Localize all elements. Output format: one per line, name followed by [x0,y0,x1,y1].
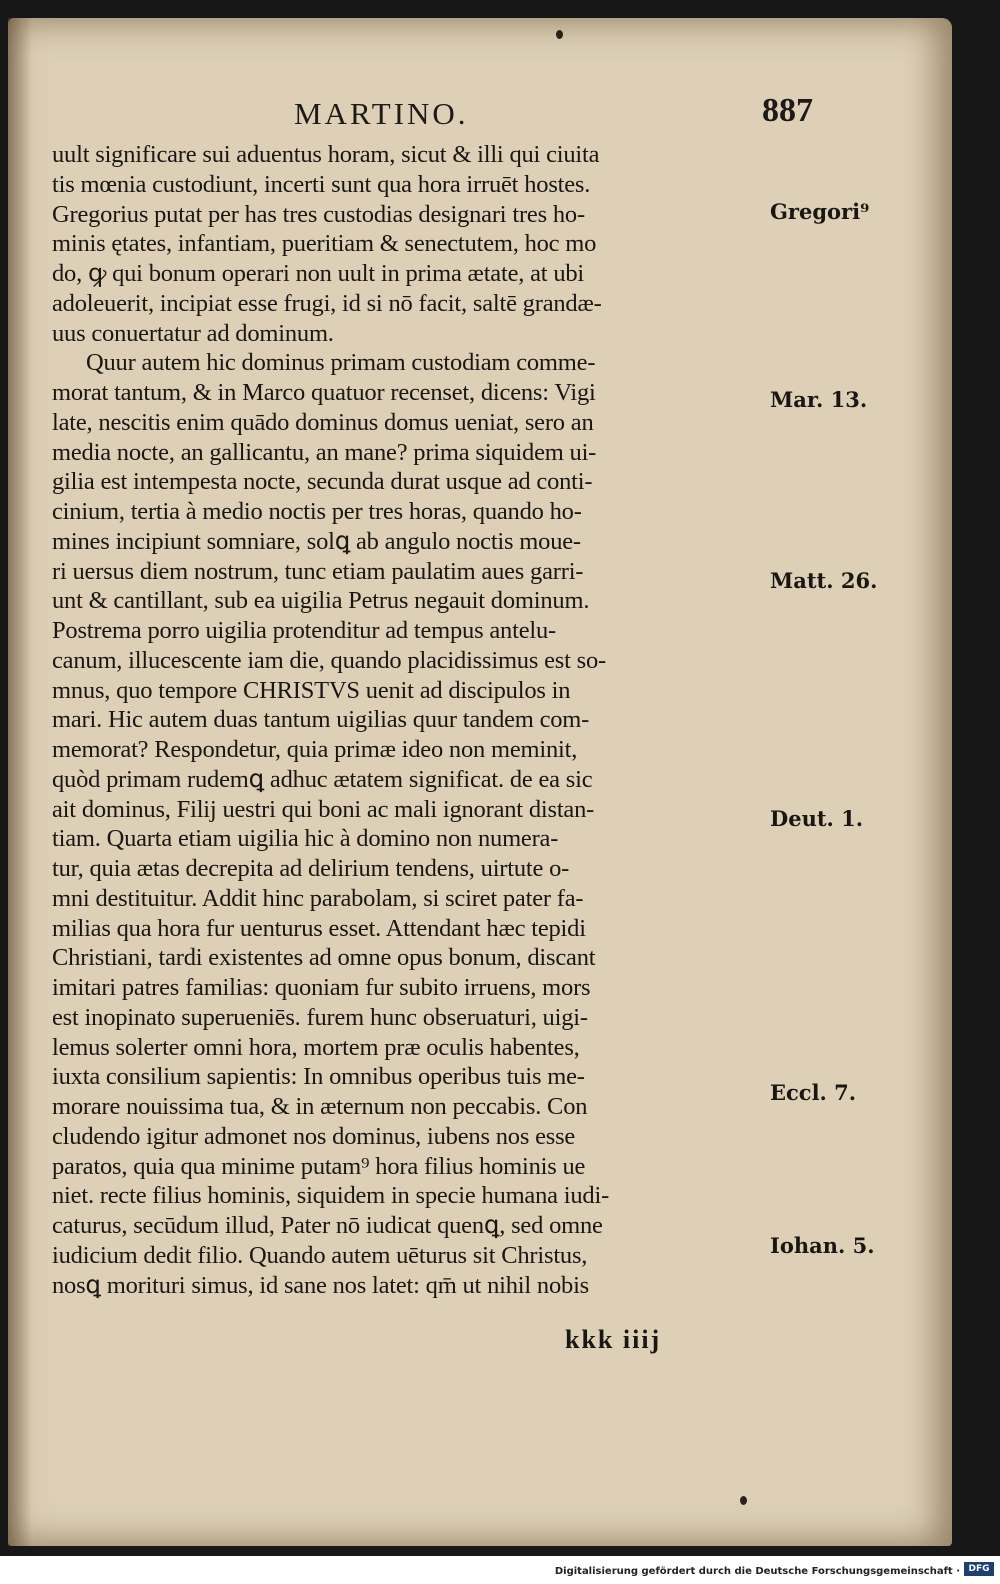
text-line: caturus, secūdum illud, Pater nō iudicat quenꝗ, sed omne [52,1212,603,1239]
text-line: uult significare sui aduentus horam, sicut & illi qui ciuita [52,141,600,168]
text-line: nosꝗ morituri simus, id sane nos latet: qm̄ ut nihil nobis [52,1271,590,1299]
margin-note-gregorius: Gregori⁹ [770,199,870,224]
text-line: est inopinato superueniēs. furem hunc obseruaturi, uigi- [52,1003,588,1031]
text-line: Postrema porro uigilia protenditur ad tempus antelu- [52,617,556,644]
text-line: canum, illucescente iam die, quando placidissimus est so- [52,646,607,674]
text-line: iudicium dedit filio. Quando autem uēturus sit Christus, [52,1241,588,1269]
text-line: mari. Hic autem duas tantum uigilias quur tandem com- [52,706,590,734]
text-line: mnus, quo tempore CHRISTVS uenit ad discipulos in [52,676,571,704]
text-line: tur, quia ætas decrepita ad delirium tendens, uirtute o- [52,855,570,882]
text-line: quòd primam rudemꝗ adhuc ætatem significat. de ea sic [52,765,593,793]
text-line: cinium, tertia à medio noctis per tres horas, quando ho- [52,498,582,525]
margin-note-iohannes: Iohan. 5. [770,1233,875,1258]
text-line: niet. recte filius hominis, siquidem in specie humana iudi- [52,1182,610,1210]
text-line: adoleuerit, incipiat esse frugi, id si nō facit, saltē grandæ- [52,289,602,317]
text-line: memorat? Respondetur, quia primæ ideo non meminit, [52,736,578,763]
text-line: lemus solerter omni hora, mortem præ oculis habentes, [52,1033,580,1061]
text-line: late, nescitis enim quādo dominus domus ueniat, sero an [52,408,594,436]
page-number: 887 [762,92,813,129]
funding-credit: Digitalisierung gefördert durch die Deutsche Forschungsgemeinschaft · [554,1566,960,1577]
text-line: Gregorius putat per has tres custodias designari tres ho- [52,200,585,228]
text-line: morat tantum, & in Marco quatuor recenset, dicens: Vigi [52,379,596,406]
text-line: cludendo igitur admonet nos dominus, iubens nos esse [52,1122,576,1150]
text-line: Quur autem hic dominus primam custodiam comme- [86,349,596,377]
text-line: iuxta consilium sapientis: In omnibus operibus tuis me- [52,1063,585,1091]
running-header: MARTINO. [294,96,469,131]
text-line: mines incipiunt somniare, solꝗ ab angulo noctis moue- [52,527,581,555]
text-line: morare nouissima tua, & in æternum non peccabis. Con [52,1093,588,1120]
margin-note-ecclesiasticus: Eccl. 7. [770,1080,857,1105]
dfg-logo: DFG [964,1562,994,1576]
text-line: paratos, quia qua minime putam⁹ hora filius hominis ue [52,1152,586,1180]
text-line: tis mœnia custodiunt, incerti sunt qua hora irruēt hostes. [52,170,591,198]
margin-note-deuteronomium: Deut. 1. [770,806,864,831]
text-line: ait dominus, Filij uestri qui boni ac mali ignorant distan- [52,795,595,823]
text-line: milias qua hora fur uenturus esset. Attendant hæc tepidi [52,914,586,942]
margin-note-matthaeus: Matt. 26. [770,568,878,593]
text-line: imitari patres familias: quoniam fur subito irruens, mors [52,974,591,1001]
text-line: media nocte, an gallicantu, an mane? prima siquidem ui- [52,438,597,466]
text-line: ri uersus diem nostrum, tunc etiam paulatim aues garri- [52,557,584,585]
page-speck [556,30,563,39]
text-line: mni destituitur. Addit hinc parabolam, si sciret pater fa- [52,884,584,912]
text-line: do, ꝙ qui bonum operari non uult in prima ætate, at ubi [52,260,585,287]
text-line: minis ętates, infantiam, pueritiam & senectutem, hoc mo [52,230,597,258]
margin-note-marcus: Mar. 13. [770,387,868,412]
signature-mark: kkk iiij [565,1325,662,1354]
page-speck [740,1496,747,1505]
text-line: tiam. Quarta etiam uigilia hic à domino non numera- [52,825,559,853]
text-line: uus conuertatur ad dominum. [52,319,334,347]
body-text [52,140,764,1300]
text-line: Christiani, tardi existentes ad omne opus bonum, discant [52,944,596,972]
text-line: unt & cantillant, sub ea uigilia Petrus negauit dominum. [52,587,590,615]
text-line: gilia est intempesta nocte, secunda durat usque ad conti- [52,468,593,496]
